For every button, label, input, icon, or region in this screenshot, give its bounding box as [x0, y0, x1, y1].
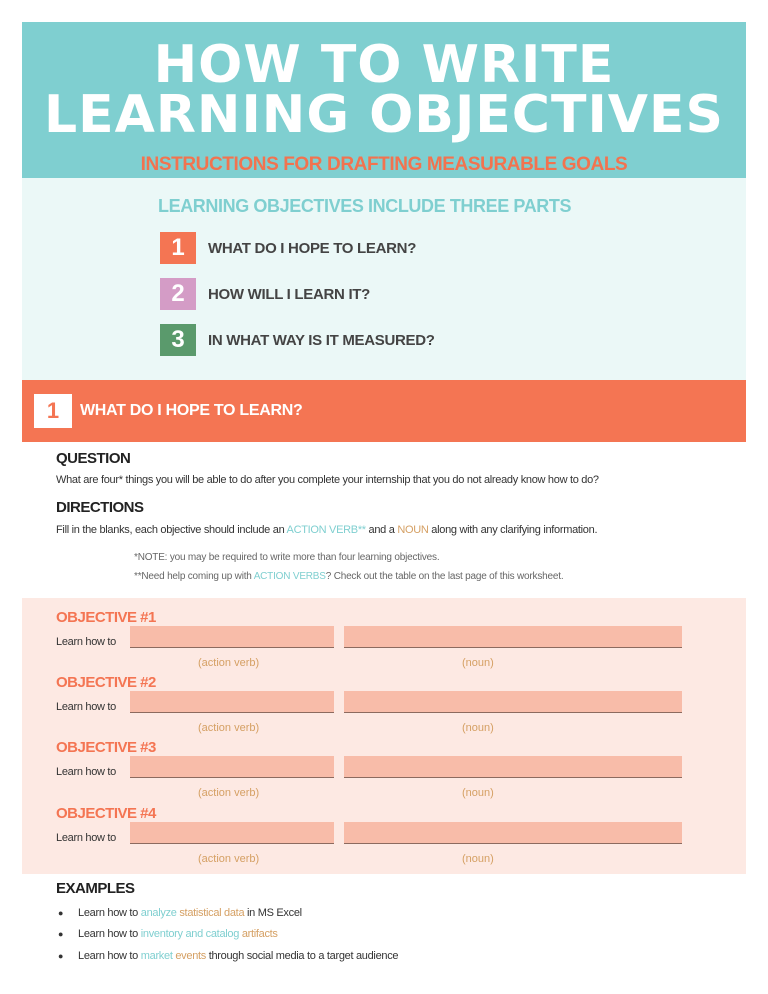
objective-4-noun-hint: (noun) — [462, 853, 494, 865]
objective-2-noun-hint: (noun) — [462, 722, 494, 734]
note-2-b: ? Check out the table on the last page of this worksheet. — [325, 571, 564, 582]
objective-2-verb-hint: (action verb) — [198, 722, 260, 734]
action-verbs-link: ACTION VERBS — [253, 571, 326, 582]
example-2-noun: artifacts — [241, 928, 278, 940]
directions-text — [56, 524, 597, 536]
objective-3-noun-field[interactable] — [344, 756, 682, 778]
directions-heading: DIRECTIONS — [56, 499, 144, 516]
objectives-section — [22, 598, 746, 874]
objective-4-title: OBJECTIVE #4 — [56, 805, 156, 822]
note-2-a: **Need help coming up with — [134, 571, 254, 582]
section-1-number: 1 — [34, 394, 72, 428]
example-3-lead: Learn how to — [78, 950, 141, 962]
objective-4-noun-field[interactable] — [344, 822, 682, 844]
objective-1-noun-hint: (noun) — [462, 657, 494, 669]
objective-4-verb-hint: (action verb) — [198, 853, 260, 865]
example-2-lead: Learn how to — [78, 928, 141, 940]
title-line-2: LEARNING OBJECTIVES — [43, 85, 725, 145]
objective-2-action-verb-field[interactable] — [130, 691, 334, 713]
objective-1-lead: Learn how to — [56, 636, 116, 648]
part-number-1: 1 — [160, 232, 196, 264]
part-label-1: WHAT DO I HOPE TO LEARN? — [208, 239, 417, 257]
subtitle: INSTRUCTIONS FOR DRAFTING MEASURABLE GOALS — [140, 154, 628, 175]
directions-text-c: along with any clarifying information. — [428, 524, 598, 536]
note-2 — [134, 571, 563, 582]
example-3-rest: through social media to a target audience — [205, 950, 399, 962]
part-number-2: 2 — [160, 278, 196, 310]
bullet-icon: ● — [58, 951, 64, 961]
objective-1-title: OBJECTIVE #1 — [56, 609, 156, 626]
objective-3-verb-hint: (action verb) — [198, 787, 260, 799]
part-label-2: HOW WILL I LEARN IT? — [208, 285, 371, 303]
note-1: *NOTE: you may be required to write more than four learning objectives. — [134, 552, 440, 563]
objective-2-noun-field[interactable] — [344, 691, 682, 713]
section-1-label: WHAT DO I HOPE TO LEARN? — [80, 402, 303, 419]
three-parts-section — [22, 178, 746, 380]
parts-title: LEARNING OBJECTIVES INCLUDE THREE PARTS — [158, 196, 572, 216]
title-line-1: HOW TO WRITE — [153, 35, 615, 95]
objective-3-lead: Learn how to — [56, 766, 116, 778]
example-1-verb: analyze — [140, 907, 177, 919]
header-banner — [22, 22, 746, 178]
part-item-2 — [160, 278, 370, 310]
objective-2-title: OBJECTIVE #2 — [56, 674, 156, 691]
objective-3-title: OBJECTIVE #3 — [56, 739, 156, 756]
example-2-verb: inventory and catalog — [140, 928, 240, 940]
section-1-band — [22, 380, 746, 442]
objective-1-action-verb-field[interactable] — [130, 626, 334, 648]
objective-3-noun-hint: (noun) — [462, 787, 494, 799]
directions-text-a: Fill in the blanks, each objective should include an — [56, 524, 287, 536]
objective-1-noun-field[interactable] — [344, 626, 682, 648]
example-1-lead: Learn how to — [78, 907, 141, 919]
example-3-verb: market — [140, 950, 173, 962]
example-1-noun: statistical data — [179, 907, 245, 919]
directions-text-b: and a — [365, 524, 398, 536]
examples-heading: EXAMPLES — [56, 880, 135, 897]
bullet-icon: ● — [58, 929, 64, 939]
objective-4-action-verb-field[interactable] — [130, 822, 334, 844]
action-verb-term: ACTION VERB** — [286, 524, 366, 536]
objective-3-action-verb-field[interactable] — [130, 756, 334, 778]
question-heading: QUESTION — [56, 450, 131, 467]
part-number-3: 3 — [160, 324, 196, 356]
objective-4-lead: Learn how to — [56, 832, 116, 844]
part-item-1 — [160, 232, 416, 264]
objective-1-verb-hint: (action verb) — [198, 657, 260, 669]
bullet-icon: ● — [58, 908, 64, 918]
example-3-noun: events — [175, 950, 206, 962]
question-text: What are four* things you will be able to do after you complete your internship that you do not already know how to do? — [56, 474, 599, 486]
objective-2-lead: Learn how to — [56, 701, 116, 713]
example-1-rest: in MS Excel — [244, 907, 302, 919]
example-item-1 — [58, 907, 302, 919]
part-label-3: IN WHAT WAY IS IT MEASURED? — [208, 331, 435, 349]
part-item-3 — [160, 324, 435, 356]
example-item-3 — [58, 950, 398, 962]
example-item-2 — [58, 928, 278, 940]
noun-term: NOUN — [397, 524, 429, 536]
